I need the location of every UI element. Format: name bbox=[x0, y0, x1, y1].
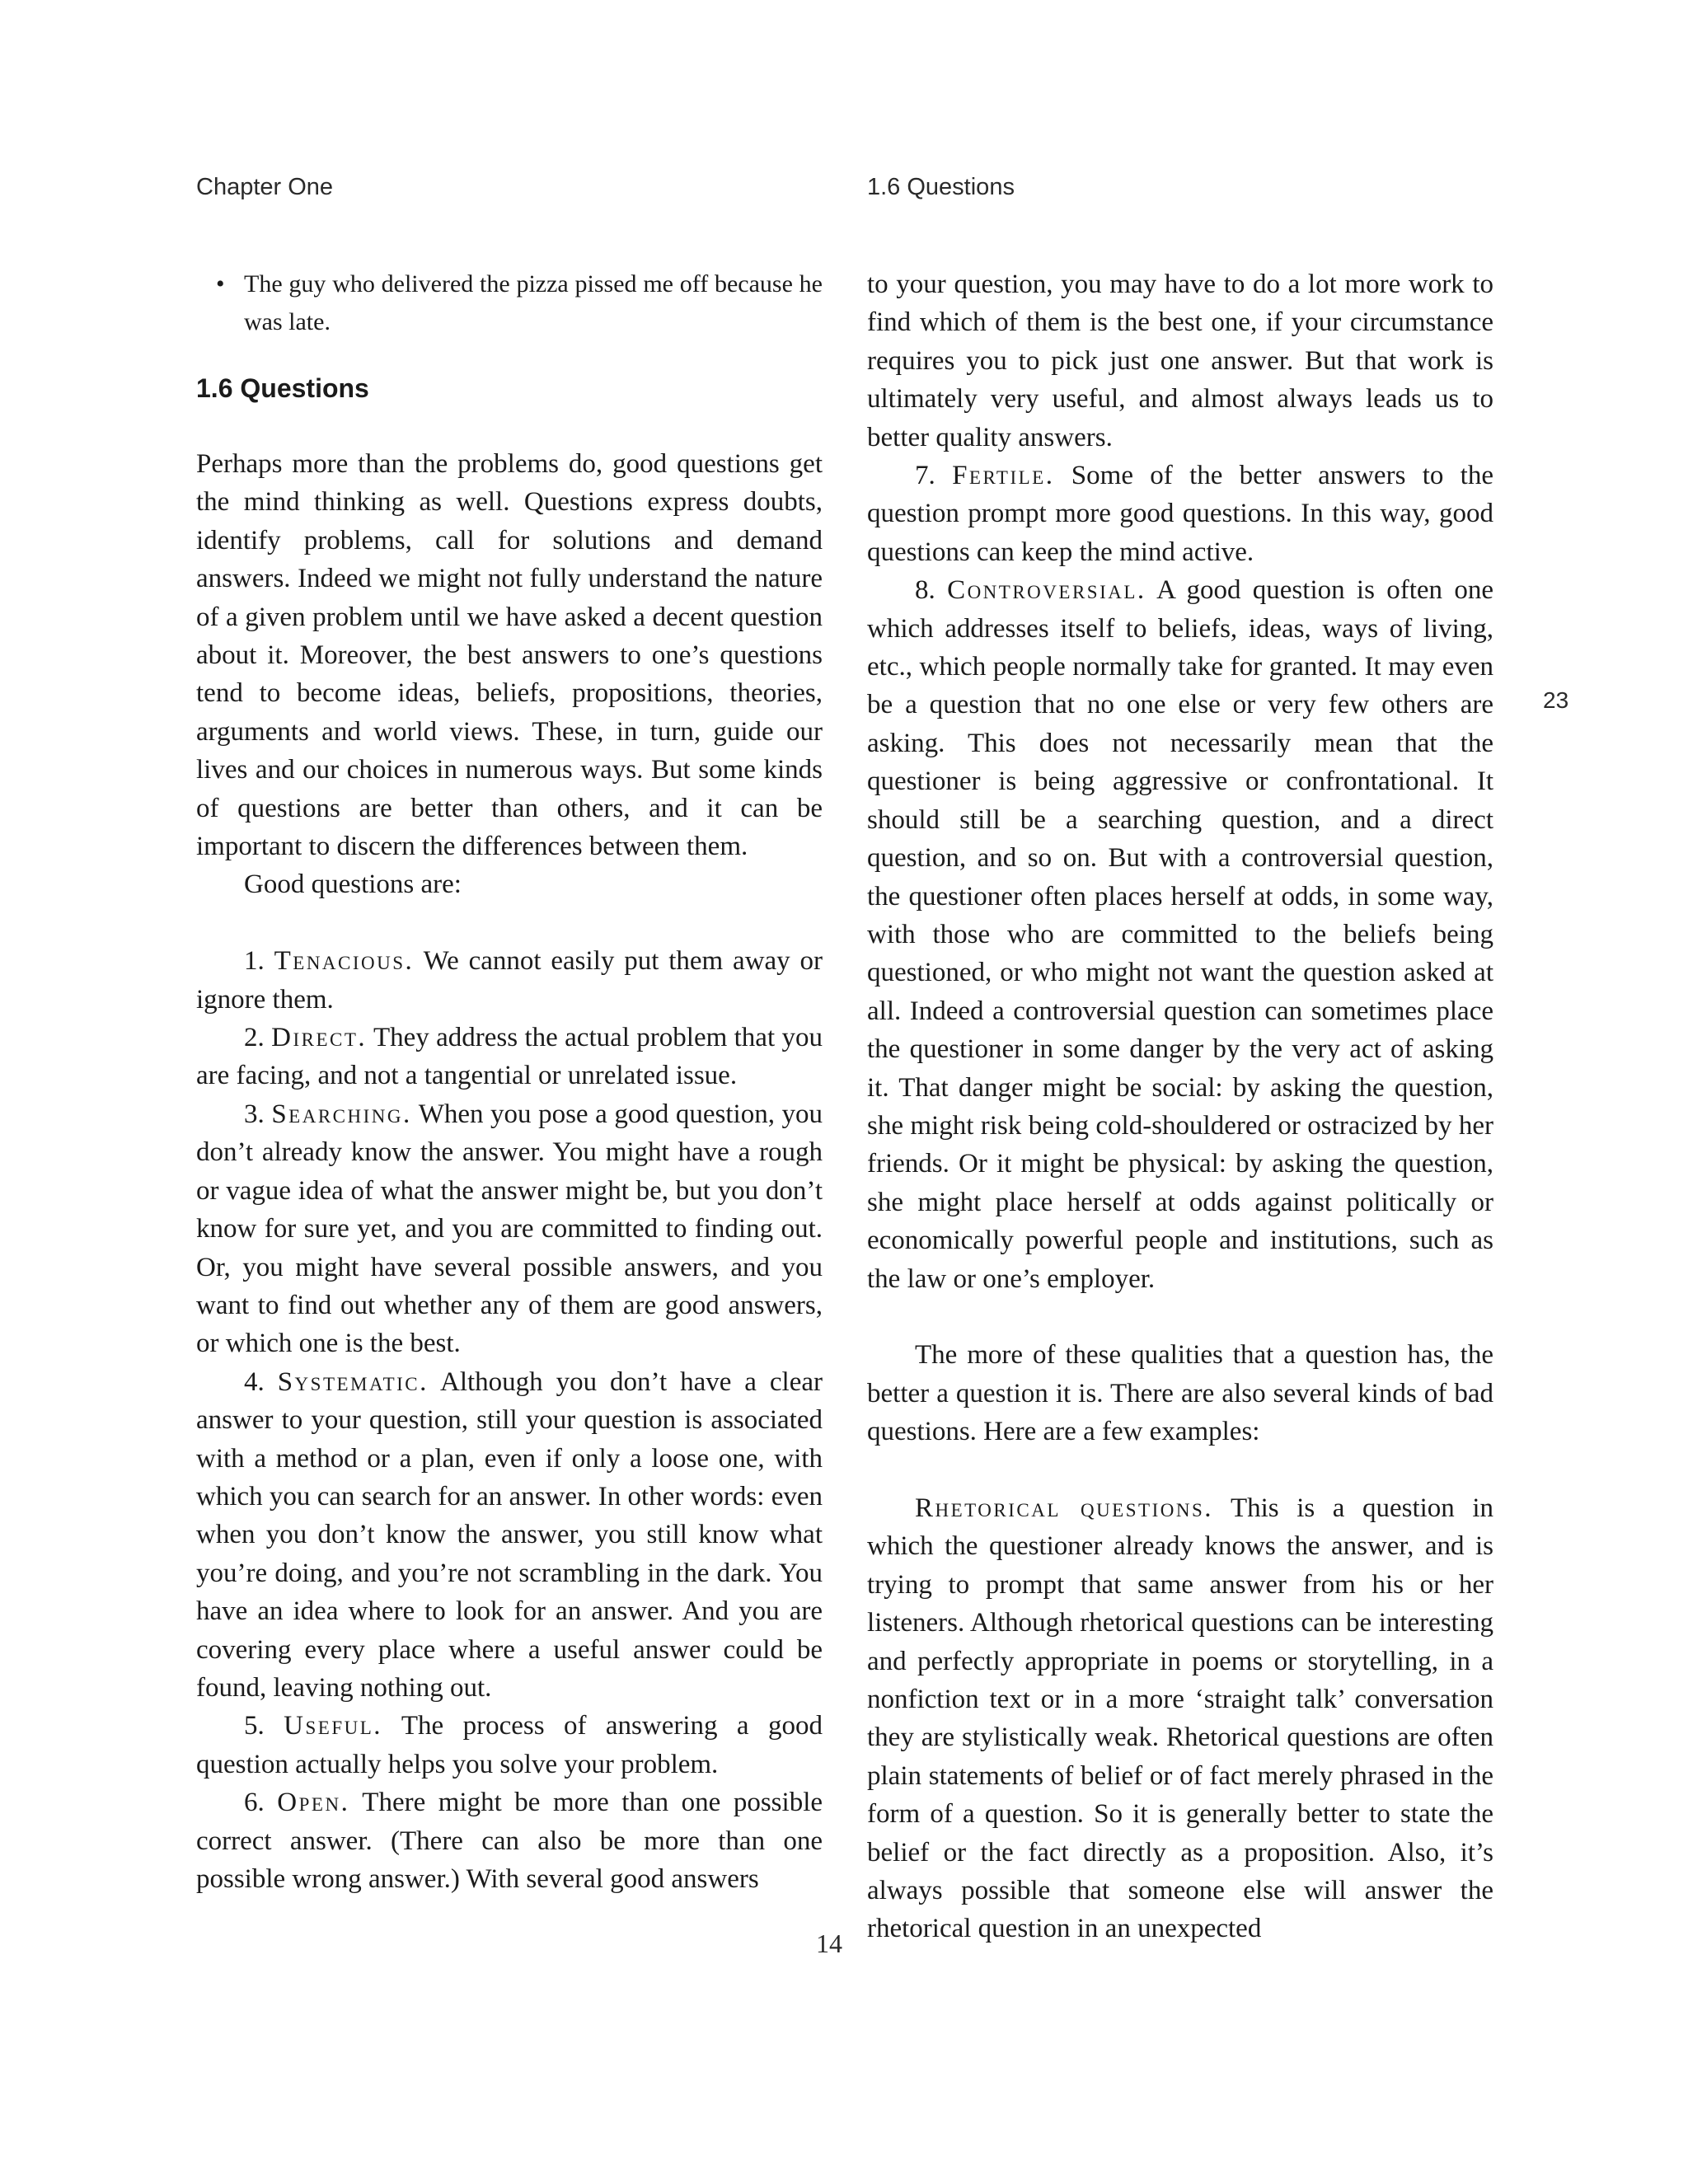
bad-question-term: Rhetorical questions. bbox=[915, 1493, 1213, 1523]
item-term: Searching. bbox=[271, 1099, 412, 1129]
quality-item-4 bbox=[196, 1363, 823, 1708]
item-number: 3. bbox=[244, 1099, 265, 1129]
item-number: 2. bbox=[244, 1023, 265, 1053]
intro-paragraph: Perhaps more than the problems do, good questions get the mind thinking as well. Questions express doubts, identify problems, call for solutions and demand answers. Indeed we might not fully understand the nature of a given problem until we have asked a decent question about it. Moreover, the best answers to one’s questions tend to become ideas, beliefs, propositions, theories, arguments and world views. These, in turn, guide our lives and our choices in numerous ways. But some kinds of questions are better than others, and it can be important to discern the differences between them. bbox=[196, 449, 823, 862]
section-heading: 1.6 Questions bbox=[196, 373, 369, 403]
summary-paragraph: The more of these qualities that a question has, the better a question it is. There are also several kinds of bad questions. Here are a few examples: bbox=[867, 1340, 1493, 1447]
item-term: Open. bbox=[277, 1788, 350, 1818]
bad-question-rhetorical bbox=[867, 1489, 1493, 1948]
quality-item-6 bbox=[196, 1783, 823, 1898]
item-number: 6. bbox=[244, 1788, 265, 1818]
item-text: The process of answering a good question actually helps you solve your problem. bbox=[196, 1711, 823, 1779]
quality-item-2 bbox=[196, 1019, 823, 1095]
item-term: Direct. bbox=[271, 1023, 368, 1053]
item-text: They address the actual problem that you are facing, and not a tangential or unrelated issue. bbox=[196, 1023, 823, 1091]
quality-item-3 bbox=[196, 1095, 823, 1363]
list-lead-in: Good questions are: bbox=[244, 869, 462, 900]
spacer bbox=[867, 1451, 1493, 1489]
item-text: We cannot easily put them away or ignore them. bbox=[196, 946, 823, 1015]
item-term: Fertile. bbox=[952, 461, 1055, 491]
item-text: A good question is often one which addresses itself to beliefs, ideas, ways of living, etc., which people normally take for granted. It may even be a question that no one else or very few others are asking. This does not necessarily mean that the questioner is being aggressive or confrontational. It should still be a searching question, and a direct question, and so on. But with a controversial question, the questioner often places herself at odds, in some way, with those who are committed to the beliefs being questioned, or who might not want the question asked at all. Indeed a controversial question can sometimes place the questioner in some danger by the very act of asking it. That danger might be social: by asking the question, she might risk being cold-shouldered or ostracized by her friends. Or it might be physical: by asking the question, she might place herself at odds against politically or economically powerful people and institutions, such as the law or one’s employer. bbox=[867, 575, 1493, 1294]
item-term: Controversial. bbox=[947, 575, 1146, 606]
bad-question-text: This is a question in which the questioner already knows the answer, and is trying to prompt that same answer from his or her listeners. Although rhetorical questions can be interesting and perfectly appropriate in poems or storytelling, in a nonfiction text or in a more ‘straight talk’ conversation they are stylistically weak. Rhetorical questions are often plain statements of belief or of fact merely phrased in the form of a question. So it is generally better to state the belief or the fact directly as a proposition. Also, it’s always possible that someone else will answer the rhetorical question in an unexpected bbox=[867, 1493, 1493, 1944]
item-number: 8. bbox=[915, 575, 935, 606]
bullet-item bbox=[196, 265, 823, 341]
left-column bbox=[196, 265, 823, 1898]
running-head-section: 1.6 Questions bbox=[867, 174, 1015, 200]
running-head-chapter: Chapter One bbox=[196, 174, 334, 200]
item-term: Useful. bbox=[284, 1711, 383, 1741]
item-number: 4. bbox=[244, 1366, 265, 1397]
quality-item-5 bbox=[196, 1707, 823, 1783]
item-text: When you pose a good question, you don’t already know the answer. You might have a rough or vague idea of what the answer might be, but you don’t know for sure yet, and you are committed to finding out. Or, you might have several possible answers, and you want to find out whether any of them are good answers, or which one is the best. bbox=[196, 1099, 823, 1359]
item-text: Some of the better answers to the question prompt more good questions. In this way, good questions can keep the mind active. bbox=[867, 461, 1494, 567]
item-number: 5. bbox=[244, 1711, 265, 1741]
quality-item-7 bbox=[867, 457, 1493, 571]
page-number-left: 14 bbox=[816, 1929, 842, 1958]
quality-item-8 bbox=[867, 571, 1493, 1298]
item-term: Tenacious. bbox=[274, 946, 415, 977]
bullet-dot-icon: • bbox=[216, 270, 225, 298]
item-number: 1. bbox=[244, 946, 265, 977]
quality-item-1 bbox=[196, 942, 823, 1019]
spacer bbox=[196, 904, 823, 942]
spacer bbox=[867, 1298, 1493, 1336]
item-text: Although you don’t have a clear answer to your question, still your question is associated with a method or a plan, even if only a loose one, with which you can search for an answer. In other words: even when you don’t know the answer, you still know what you’re doing, and you’re not scrambling in the dark. You have an idea where to look for an answer. And you are covering every place where a useful answer could be found, leaving nothing out. bbox=[196, 1366, 823, 1703]
page-number-right: 23 bbox=[1543, 687, 1569, 713]
item-term: Systematic. bbox=[277, 1366, 429, 1397]
right-column bbox=[867, 265, 1493, 1948]
item-text: There might be more than one possible correct answer. (There can also be more than one possible wrong answer.) With several good answers bbox=[196, 1788, 823, 1895]
bullet-text: The guy who delivered the pizza pissed me off because he was late. bbox=[244, 270, 823, 335]
item-number: 7. bbox=[915, 461, 935, 491]
continuation-paragraph: to your question, you may have to do a lot more work to find which of them is the best one, if your circumstance requires you to pick just one answer. But that work is ultimately very useful, and almost always leads us to better quality answers. bbox=[867, 269, 1493, 452]
